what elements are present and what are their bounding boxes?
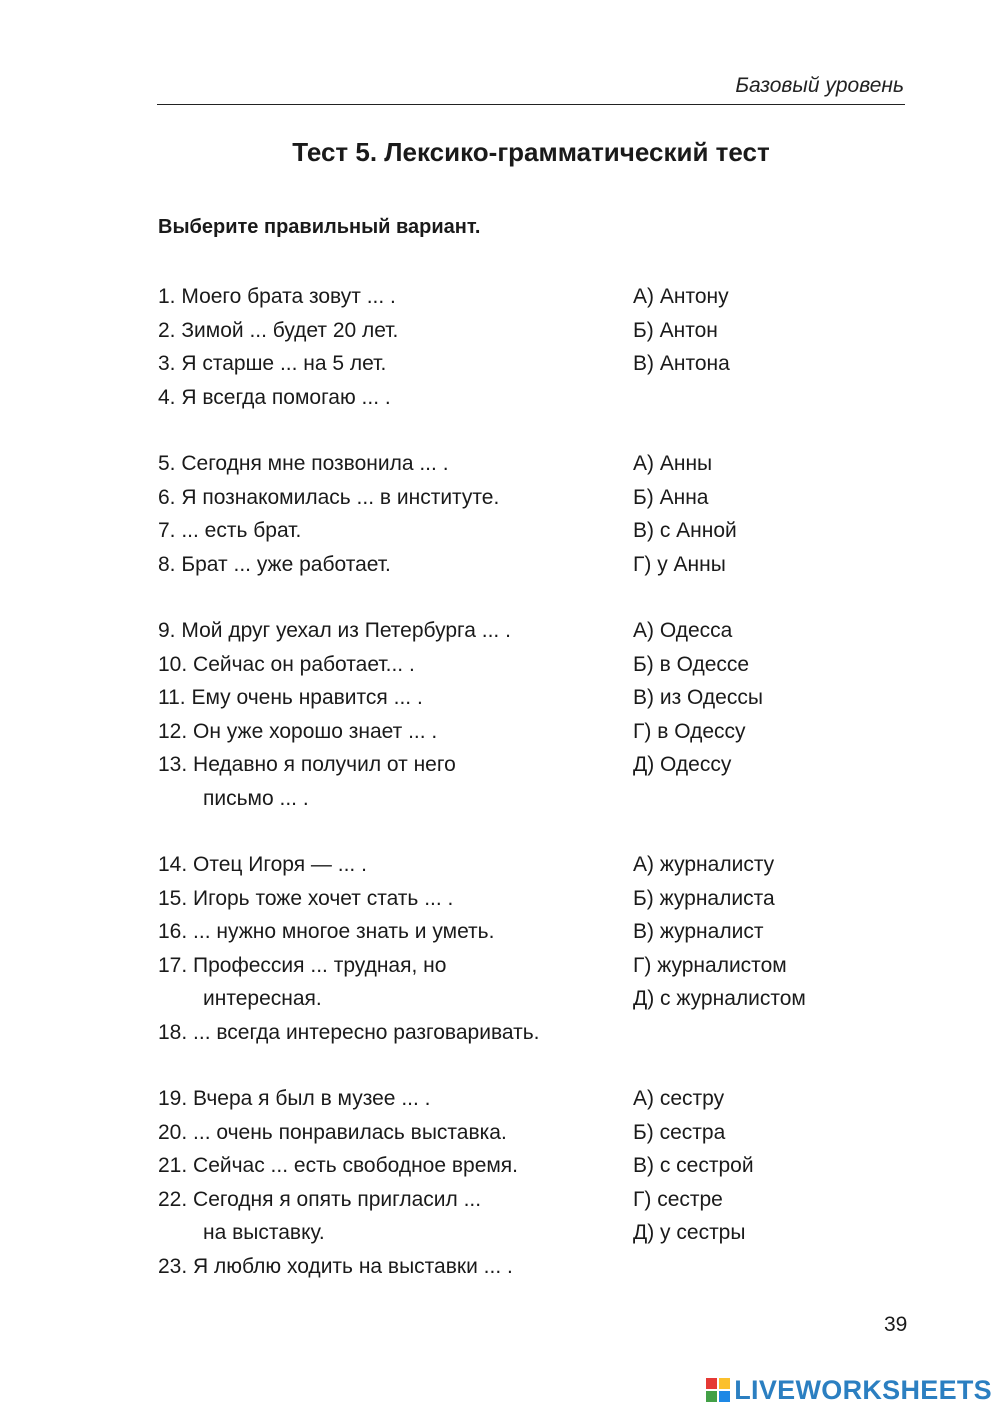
answer-option[interactable]: Б) журналиста (633, 886, 775, 910)
question-item: 23. Я люблю ходить на выставки ... . (158, 1254, 513, 1278)
answer-option[interactable]: В) с сестрой (633, 1154, 754, 1177)
question-item: 21. Сейчас ... есть свободное время. (158, 1154, 519, 1177)
question-item: 7. ... есть брат. (158, 519, 302, 542)
question-item: 22. Сегодня я опять пригласил ... (158, 1187, 482, 1211)
question-item: 5. Сегодня мне позвонила ... . (158, 452, 449, 475)
answer-option[interactable]: В) с Анной (633, 519, 737, 542)
question-continuation: на выставку. (203, 1221, 325, 1244)
answer-option[interactable]: А) Анны (633, 452, 713, 475)
answer-option[interactable]: В) Антона (633, 352, 730, 375)
answer-option[interactable]: Д) с журналистом (633, 987, 806, 1010)
answer-option[interactable]: А) сестру (633, 1087, 725, 1110)
answer-option[interactable]: Г) у Анны (633, 552, 726, 576)
answer-option[interactable]: Д) Одессу (633, 753, 732, 776)
question-item: 20. ... очень понравилась выставка. (158, 1120, 507, 1144)
question-group (158, 848, 918, 1049)
question-item: 11. Ему очень нравится ... . (158, 686, 423, 709)
answer-option[interactable]: Б) Антон (633, 318, 718, 342)
question-item: 3. Я старше ... на 5 лет. (158, 352, 387, 375)
question-item: 6. Я познакомилась ... в институте. (158, 485, 500, 509)
question-item: 12. Он уже хорошо знает ... . (158, 719, 438, 743)
logo-square (719, 1391, 730, 1402)
logo-square (719, 1378, 730, 1389)
question-item: 14. Отец Игоря — ... . (158, 853, 367, 876)
question-item: 10. Сейчас он работает... . (158, 652, 415, 676)
answer-option[interactable]: Г) сестре (633, 1187, 723, 1211)
question-item: 2. Зимой ... будет 20 лет. (158, 318, 399, 342)
answer-option[interactable]: А) журналисту (633, 853, 775, 876)
answer-option[interactable]: Д) у сестры (633, 1221, 746, 1244)
question-continuation: интересная. (203, 987, 322, 1010)
answer-option[interactable]: Б) сестра (633, 1120, 726, 1144)
question-group (158, 614, 918, 815)
question-groups (158, 280, 918, 1316)
question-continuation: письмо ... . (203, 786, 309, 810)
answer-option[interactable]: В) журналист (633, 920, 764, 943)
logo-text: LIVEWORKSHEETS (734, 1374, 992, 1405)
header-level-label: Базовый уровень (735, 74, 904, 97)
answer-option[interactable]: Г) в Одессу (633, 719, 746, 743)
question-item: 1. Моего брата зовут ... . (158, 285, 396, 308)
question-item: 16. ... нужно многое знать и уметь. (158, 920, 495, 943)
question-item: 17. Профессия ... трудная, но (158, 953, 447, 977)
logo-square (706, 1378, 717, 1389)
question-group (158, 447, 918, 581)
logo-icon (706, 1378, 730, 1402)
question-group (158, 1082, 918, 1283)
answer-option[interactable]: А) Одесса (633, 619, 733, 642)
question-item: 18. ... всегда интересно разговаривать. (158, 1020, 540, 1044)
header-divider (157, 104, 905, 105)
question-group (158, 280, 918, 414)
question-item: 15. Игорь тоже хочет стать ... . (158, 886, 454, 910)
question-item: 19. Вчера я был в музее ... . (158, 1087, 431, 1110)
page-title: Тест 5. Лексико-грамматический тест (292, 137, 770, 167)
logo-square (706, 1391, 717, 1402)
question-item: 8. Брат ... уже работает. (158, 552, 391, 576)
question-item: 4. Я всегда помогаю ... . (158, 385, 391, 409)
question-item: 9. Мой друг уехал из Петербурга ... . (158, 619, 511, 642)
instruction-text: Выберите правильный вариант. (158, 216, 481, 238)
answer-option[interactable]: Б) Анна (633, 485, 709, 509)
answer-option[interactable]: А) Антону (633, 285, 729, 308)
answer-option[interactable]: В) из Одессы (633, 686, 763, 709)
answer-option[interactable]: Г) журналистом (633, 953, 787, 977)
page-number: 39 (884, 1313, 908, 1336)
answer-option[interactable]: Б) в Одессе (633, 652, 750, 676)
liveworksheets-logo[interactable] (706, 1375, 992, 1405)
question-item: 13. Недавно я получил от него (158, 753, 456, 776)
